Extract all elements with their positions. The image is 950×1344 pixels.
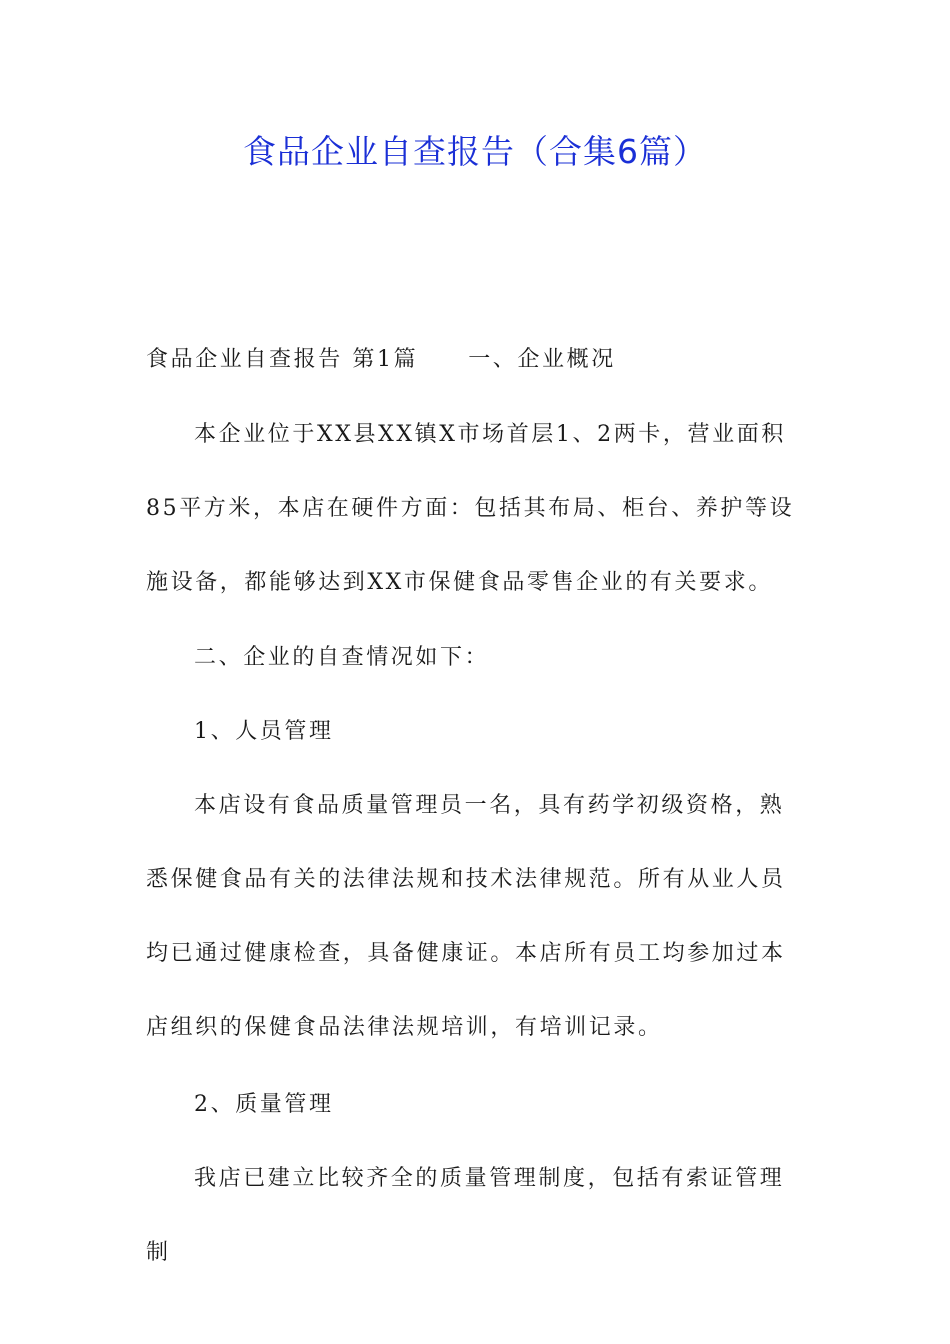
document-title: 食品企业自查报告（合集6篇） [243,132,707,171]
paragraph-personnel-heading: 1、人员管理 [194,719,334,744]
section-subheading: 一、企业概况 [468,347,616,372]
section-heading: 食品企业自查报告 第1篇 [146,347,419,372]
section-heading-line [146,323,808,397]
paragraph-quality-heading: 2、质量管理 [194,1092,334,1117]
paragraph-personnel-management: 本店设有食品质量管理员一名，具有药学初级资格，熟悉保健食品有关的法律法规和技术法律规范。所有从业人员均已通过健康检查，具备健康证。本店所有员工均参加过本店组织的保健食品法律法规培训，有培训记录。 [146,793,786,1040]
paragraph-self-check-intro: 二、企业的自查情况如下： [194,645,490,670]
paragraph-quality-management: 我店已建立比较齐全的质量管理制度，包括有索证管理制 [146,1166,785,1265]
paragraph-company-overview: 本企业位于XX县XX镇X市场首层1、2两卡，营业面积85平方米，本店在硬件方面：包括其布局、柜台、养护等设施设备，都能够达到XX市保健食品零售企业的有关要求。 [146,422,795,595]
